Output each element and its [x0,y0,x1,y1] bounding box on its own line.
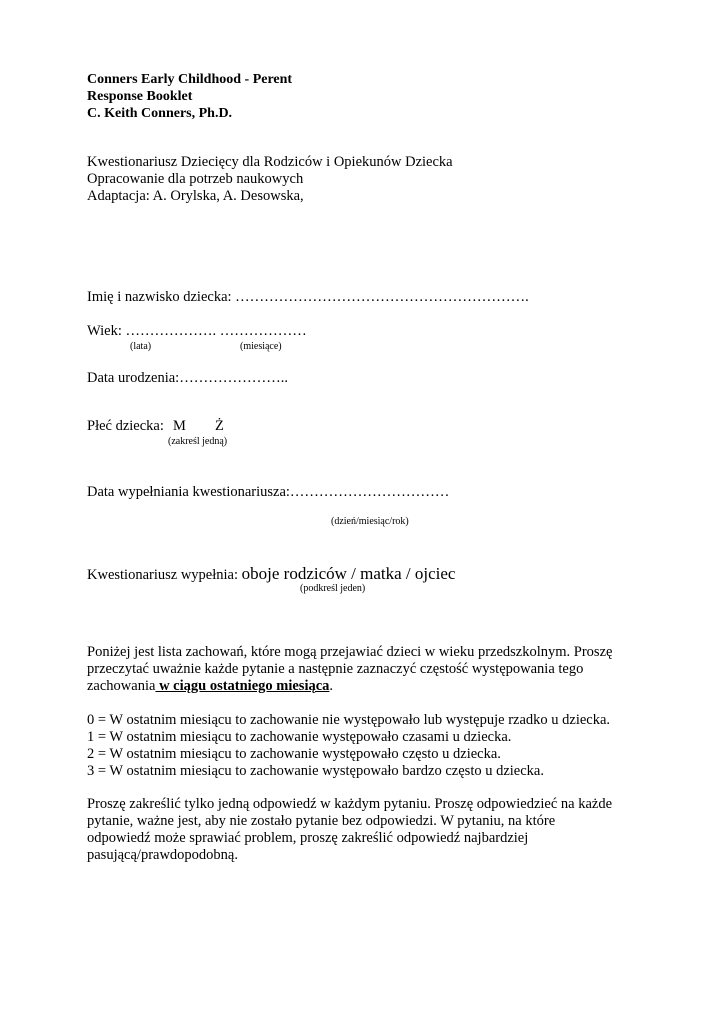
filled-by-field [87,565,455,584]
sex-option-f[interactable]: Ż [215,418,224,434]
questionnaire-title-block [87,154,453,205]
sex-option-m[interactable]: M [173,418,186,434]
child-age-field[interactable]: Wiek: ………………. ……………… [87,323,307,339]
scale-item-2: 2 = W ostatnim miesiącu to zachowanie występowało często u dziecka. [87,746,501,762]
questionnaire-adaptation: Adaptacja: A. Orylska, A. Desowska, [87,188,304,204]
fill-date-hint: (dzień/miesiąc/rok) [331,516,409,527]
age-years-hint: (lata) [130,341,152,352]
questionnaire-title: Kwestionariusz Dziecięcy dla Rodziców i Opiekunów Dziecka [87,154,453,170]
instructions-intro [87,644,647,695]
filled-by-hint: (podkreśl jeden) [300,583,366,594]
child-name-field[interactable]: Imię i nazwisko dziecka: ……………………………………………………. [87,289,529,305]
sex-label: Płeć dziecka: [87,418,164,434]
intro-line [87,678,647,695]
intro-line: Poniżej jest lista zachowań, które mogą przejawiać dzieci w wieku przedszkolnym. Proszę [87,644,613,660]
header-subtitle: Response Booklet [87,89,193,104]
scale-item-1: 1 = W ostatnim miesiącu to zachowanie występowało czasami u dziecka. [87,729,512,745]
intro-line3-end: . [329,678,334,694]
final-line: odpowiedź może sprawiać problem, proszę zakreślić odpowiedź najbardziej [87,830,529,846]
age-months-hint: (miesiące) [240,341,282,352]
document-header [87,71,292,122]
header-author: C. Keith Conners, Ph.D. [87,106,233,121]
filled-by-label: Kwestionariusz wypełnia: [87,567,239,583]
instructions-final [87,796,647,864]
sex-hint: (zakreśl jedną) [168,436,228,447]
final-line: pytanie, ważne jest, aby nie zostało pytanie bez odpowiedzi. W pytaniu, na które [87,813,556,829]
intro-line3-start: zachowania [87,678,156,694]
intro-line: przeczytać uważnie każde pytanie a następnie zaznaczyć częstość występowania tego [87,661,584,677]
fill-date-field[interactable]: Data wypełniania kwestionariusza:…………………………… [87,484,450,500]
header-title: Conners Early Childhood - Perent [87,72,293,87]
rating-scale [87,712,647,780]
final-line: pasującą/prawdopodobną. [87,847,238,863]
questionnaire-purpose: Opracowanie dla potrzeb naukowych [87,171,304,187]
intro-line3-emphasis: w ciągu ostatniego miesiąca [155,678,330,694]
birth-date-field[interactable]: Data urodzenia:………………….. [87,370,288,386]
final-line: Proszę zakreślić tylko jedną odpowiedź w każdym pytaniu. Proszę odpowiedzieć na każde [87,796,613,812]
scale-item-0: 0 = W ostatnim miesiącu to zachowanie nie występowało lub występuje rzadko u dziecka. [87,712,611,728]
scale-item-3: 3 = W ostatnim miesiącu to zachowanie występowało bardzo często u dziecka. [87,763,544,779]
filled-by-options[interactable]: oboje rodziców / matka / ojciec [241,564,456,583]
